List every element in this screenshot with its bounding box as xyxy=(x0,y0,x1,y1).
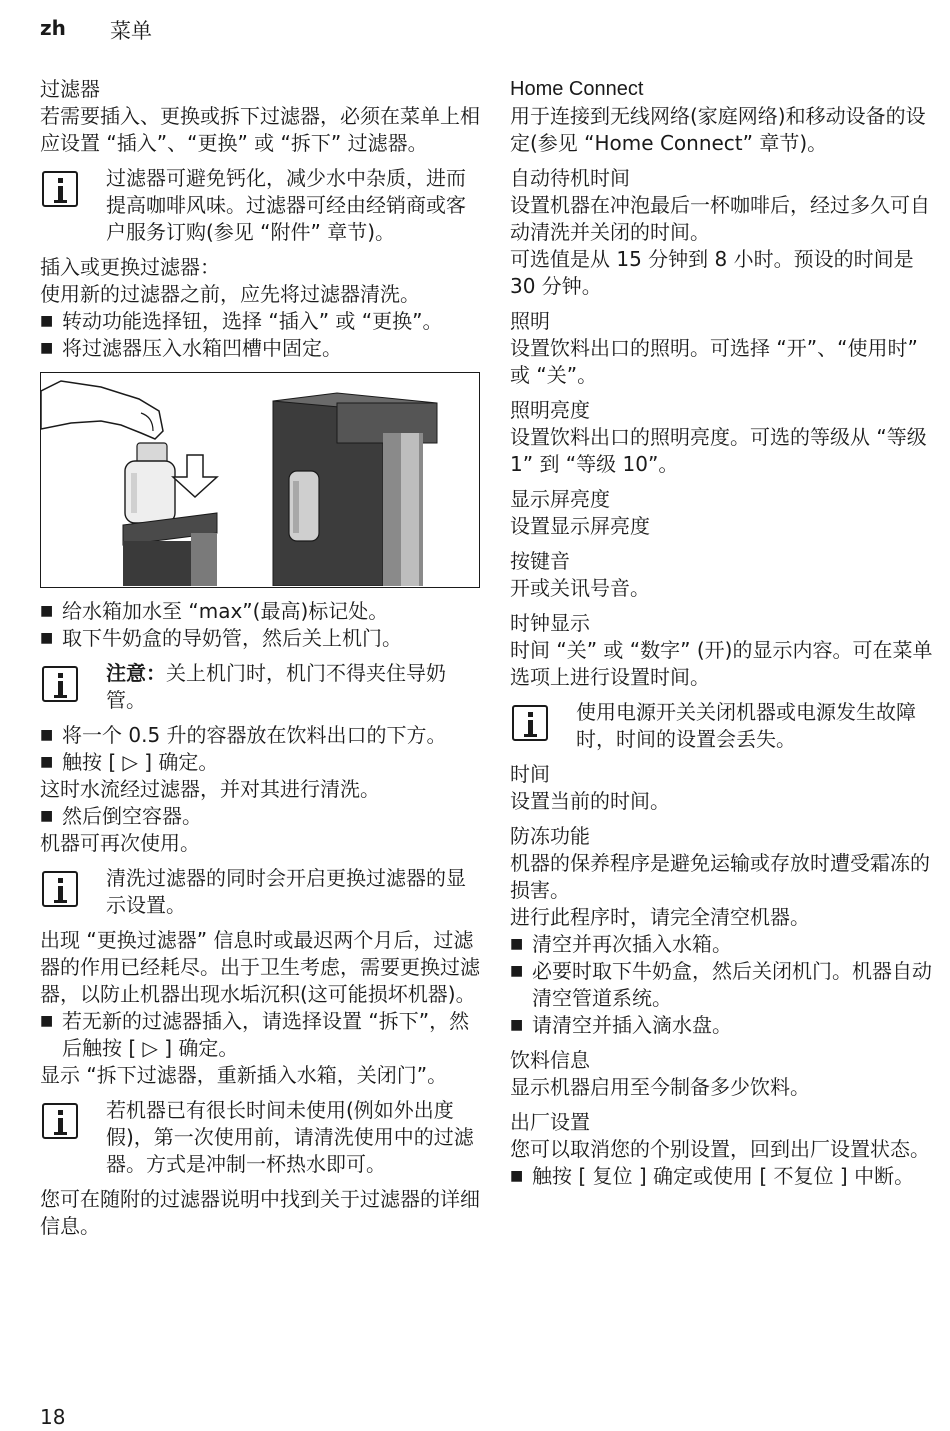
list-item: ■ 转动功能选择钮，选择 “插入” 或 “更换”。 xyxy=(40,309,443,333)
key-tone-text: 开或关讯号音。 xyxy=(510,576,650,600)
insert-pre-text: 使用新的过滤器之前，应先将过滤器清洗。 xyxy=(40,282,420,306)
info-note xyxy=(40,1097,480,1178)
flow-text: 这时水流经过滤器，并对其进行清洗。 xyxy=(40,777,380,801)
clock-display-text: 时间 “关” 或 “数字” (开)的显示内容。可在菜单选项上进行设置时间。 xyxy=(510,638,933,689)
info-note-text: 过滤器可避免钙化，减少水中杂质，进而提高咖啡风味。过滤器可经由经销商或客户服务订购(参见 “附件” 章节)。 xyxy=(106,166,466,244)
list-item: ■ 若无新的过滤器插入，请选择设置 “拆下”，然后触按 [ ▷ ] 确定。 xyxy=(40,1009,470,1060)
home-connect-heading: Home Connect xyxy=(510,78,644,100)
filter-heading: 过滤器 xyxy=(40,77,100,101)
illustration-svg xyxy=(41,373,478,586)
lighting-heading: 照明 xyxy=(510,309,550,333)
drink-info-text: 显示机器启用至今制备多少饮料。 xyxy=(510,1075,810,1099)
bullet-icon: ■ xyxy=(510,936,524,952)
clock-display-heading: 时钟显示 xyxy=(510,611,590,635)
frost-protection-text: 机器的保养程序是避免运输或存放时遭受霜冻的损害。 xyxy=(510,851,930,902)
frost-protection-instruction: 进行此程序时，请完全清空机器。 xyxy=(510,905,810,929)
info-note-text: 使用电源开关关闭机器或电源发生故障时，时间的设置会丢失。 xyxy=(576,700,916,751)
info-note-text: 若机器已有很长时间未使用(例如外出度假)，第一次使用前，请清洗使用中的过滤器。方式是冲制一杯热水即可。 xyxy=(106,1098,474,1176)
info-note xyxy=(40,660,480,714)
lighting-brightness-text: 设置饮料出口的照明亮度。可选的等级从 “等级 1” 到 “等级 10”。 xyxy=(510,425,927,476)
bullet-icon: ■ xyxy=(40,603,54,619)
list-item: ■ 触按 [ 复位 ] 确定或使用 [ 不复位 ] 中断。 xyxy=(510,1164,915,1188)
lighting-brightness-heading: 照明亮度 xyxy=(510,398,590,422)
frost-protection-heading: 防冻功能 xyxy=(510,824,590,848)
page-number: 18 xyxy=(40,1405,66,1429)
time-heading: 时间 xyxy=(510,762,550,786)
display-brightness-text: 设置显示屏亮度 xyxy=(510,514,650,538)
reuse-text: 机器可再次使用。 xyxy=(40,831,200,855)
list-item: ■ 将过滤器压入水箱凹槽中固定。 xyxy=(40,336,342,360)
bullet-icon: ■ xyxy=(40,313,54,329)
info-note-text: 清洗过滤器的同时会开启更换过滤器的显示设置。 xyxy=(106,866,466,917)
list-item: ■ 触按 [ ▷ ] 确定。 xyxy=(40,750,219,774)
info-note xyxy=(510,699,942,753)
time-text: 设置当前的时间。 xyxy=(510,789,670,813)
replace-text: 出现 “更换过滤器” 信息时或最迟两个月后，过滤器的作用已经耗尽。出于卫生考虑，需要更换过滤器，以防止机器出现水垢沉积(这可能损坏机器)。 xyxy=(40,928,480,1006)
info-icon xyxy=(42,1103,78,1139)
bullet-icon: ■ xyxy=(510,963,524,979)
list-item: ■ 给水箱加水至 “max”(最高)标记处。 xyxy=(40,599,389,623)
bullet-icon: ■ xyxy=(40,630,54,646)
bullet-icon: ■ xyxy=(40,808,54,824)
bullet-icon: ■ xyxy=(40,340,54,356)
info-note xyxy=(40,865,480,919)
info-note xyxy=(40,165,480,246)
bullet-icon: ■ xyxy=(40,1013,54,1029)
key-tone-heading: 按键音 xyxy=(510,549,570,573)
standby-values-text: 可选值是从 15 分钟到 8 小时。预设的时间是 30 分钟。 xyxy=(510,247,914,298)
page-section-title: 菜单 xyxy=(110,19,152,43)
standby-text: 设置机器在冲泡最后一杯咖啡后，经过多久可自动清洗并关闭的时间。 xyxy=(510,193,930,244)
display-brightness-heading: 显示屏亮度 xyxy=(510,487,610,511)
bullet-icon: ■ xyxy=(40,727,54,743)
display-text: 显示 “拆下过滤器，重新插入水箱，关闭门”。 xyxy=(40,1063,448,1087)
info-icon xyxy=(42,871,78,907)
standby-heading: 自动待机时间 xyxy=(510,166,630,190)
drink-info-heading: 饮料信息 xyxy=(510,1048,590,1072)
list-item: ■ 将一个 0.5 升的容器放在饮料出口的下方。 xyxy=(40,723,447,747)
list-item: ■ 清空并再次插入水箱。 xyxy=(510,932,732,956)
home-connect-text: 用于连接到无线网络(家庭网络)和移动设备的设定(参见 “Home Connect” 章节)。 xyxy=(510,104,926,155)
factory-settings-heading: 出厂设置 xyxy=(510,1110,590,1134)
language-code: zh xyxy=(40,16,66,40)
right-column xyxy=(510,76,942,1190)
info-note-text: 注意：关上机门时，机门不得夹住导奶管。 xyxy=(106,661,446,712)
info-icon xyxy=(512,705,548,741)
bullet-icon: ■ xyxy=(510,1168,524,1184)
filter-insertion-illustration xyxy=(40,372,480,588)
bullet-icon: ■ xyxy=(510,1017,524,1033)
info-icon xyxy=(42,666,78,702)
more-info-text: 您可在随附的过滤器说明中找到关于过滤器的详细信息。 xyxy=(40,1187,480,1238)
filter-intro: 若需要插入、更换或拆下过滤器，必须在菜单上相应设置 “插入”、“更换” 或 “拆下” 过滤器。 xyxy=(40,104,480,155)
factory-settings-text: 您可以取消您的个别设置，回到出厂设置状态。 xyxy=(510,1137,930,1161)
list-item: ■ 取下牛奶盒的导奶管，然后关上机门。 xyxy=(40,626,402,650)
caution-label: 注意： xyxy=(106,661,166,685)
bullet-icon: ■ xyxy=(40,754,54,770)
info-icon xyxy=(42,171,78,207)
lighting-text: 设置饮料出口的照明。可选择 “开”、“使用时” 或 “关”。 xyxy=(510,336,918,387)
list-item: ■ 必要时取下牛奶盒，然后关闭机门。机器自动清空管道系统。 xyxy=(510,959,932,1010)
list-item: ■ 然后倒空容器。 xyxy=(40,804,202,828)
list-item: ■ 请清空并插入滴水盘。 xyxy=(510,1013,732,1037)
insert-heading: 插入或更换过滤器： xyxy=(40,255,220,279)
left-column xyxy=(40,76,480,1240)
